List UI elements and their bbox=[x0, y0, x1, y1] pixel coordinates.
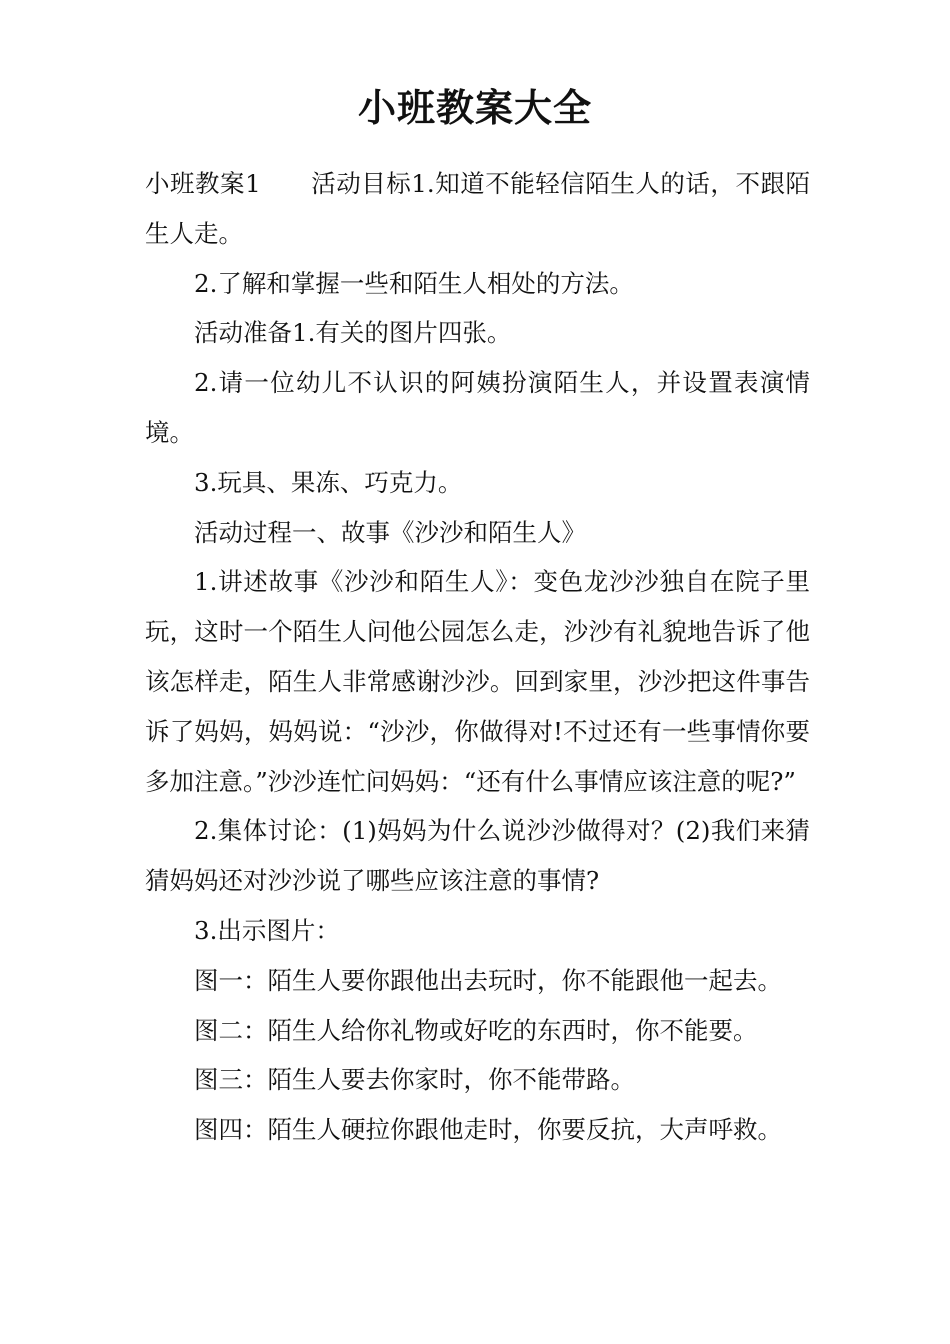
paragraph-5: 3.玩具、果冻、巧克力。 bbox=[194, 467, 463, 497]
paragraph-4: 2.请一位幼儿不认识的阿姨扮演陌生人，并设置表演情境。 bbox=[145, 368, 810, 447]
paragraph-13: 图四：陌生人硬拉你跟他走时，你要反抗，大声呼救。 bbox=[194, 1115, 782, 1145]
paragraph-9: 3.出示图片： bbox=[194, 915, 340, 945]
paragraph-6: 活动过程一、故事《沙沙和陌生人》 bbox=[194, 517, 586, 547]
document-body bbox=[145, 159, 810, 1155]
paragraph-7: 1.讲述故事《沙沙和陌生人》：变色龙沙沙独自在院子里玩，这时一个陌生人问他公园怎么走，沙沙有礼貌地告诉了他该怎样走，陌生人非常感谢沙沙。回到家里，沙沙把这件事告诉了妈妈，妈妈说：“沙沙，你做得对!不过还有一些事情你要多加注意。”沙沙连忙问妈妈：“还有什么事情应该注意的呢?” bbox=[145, 567, 810, 796]
paragraph-10: 图一：陌生人要你跟他出去玩时，你不能跟他一起去。 bbox=[194, 965, 782, 995]
document-title: 小班教案大全 bbox=[357, 85, 592, 130]
paragraph-12: 图三：陌生人要去你家时，你不能带路。 bbox=[194, 1065, 635, 1095]
paragraph-8: 2.集体讨论：(1)妈妈为什么说沙沙做得对？(2)我们来猜猜妈妈还对沙沙说了哪些应该注意的事情? bbox=[145, 816, 810, 896]
paragraph-1: 小班教案1 活动目标1.知道不能轻信陌生人的话，不跟陌生人走。 bbox=[145, 169, 810, 248]
paragraph-2: 2.了解和掌握一些和陌生人相处的方法。 bbox=[194, 268, 634, 298]
paragraph-11: 图二：陌生人给你礼物或好吃的东西时，你不能要。 bbox=[194, 1015, 758, 1045]
paragraph-3: 活动准备1.有关的图片四张。 bbox=[194, 318, 512, 348]
